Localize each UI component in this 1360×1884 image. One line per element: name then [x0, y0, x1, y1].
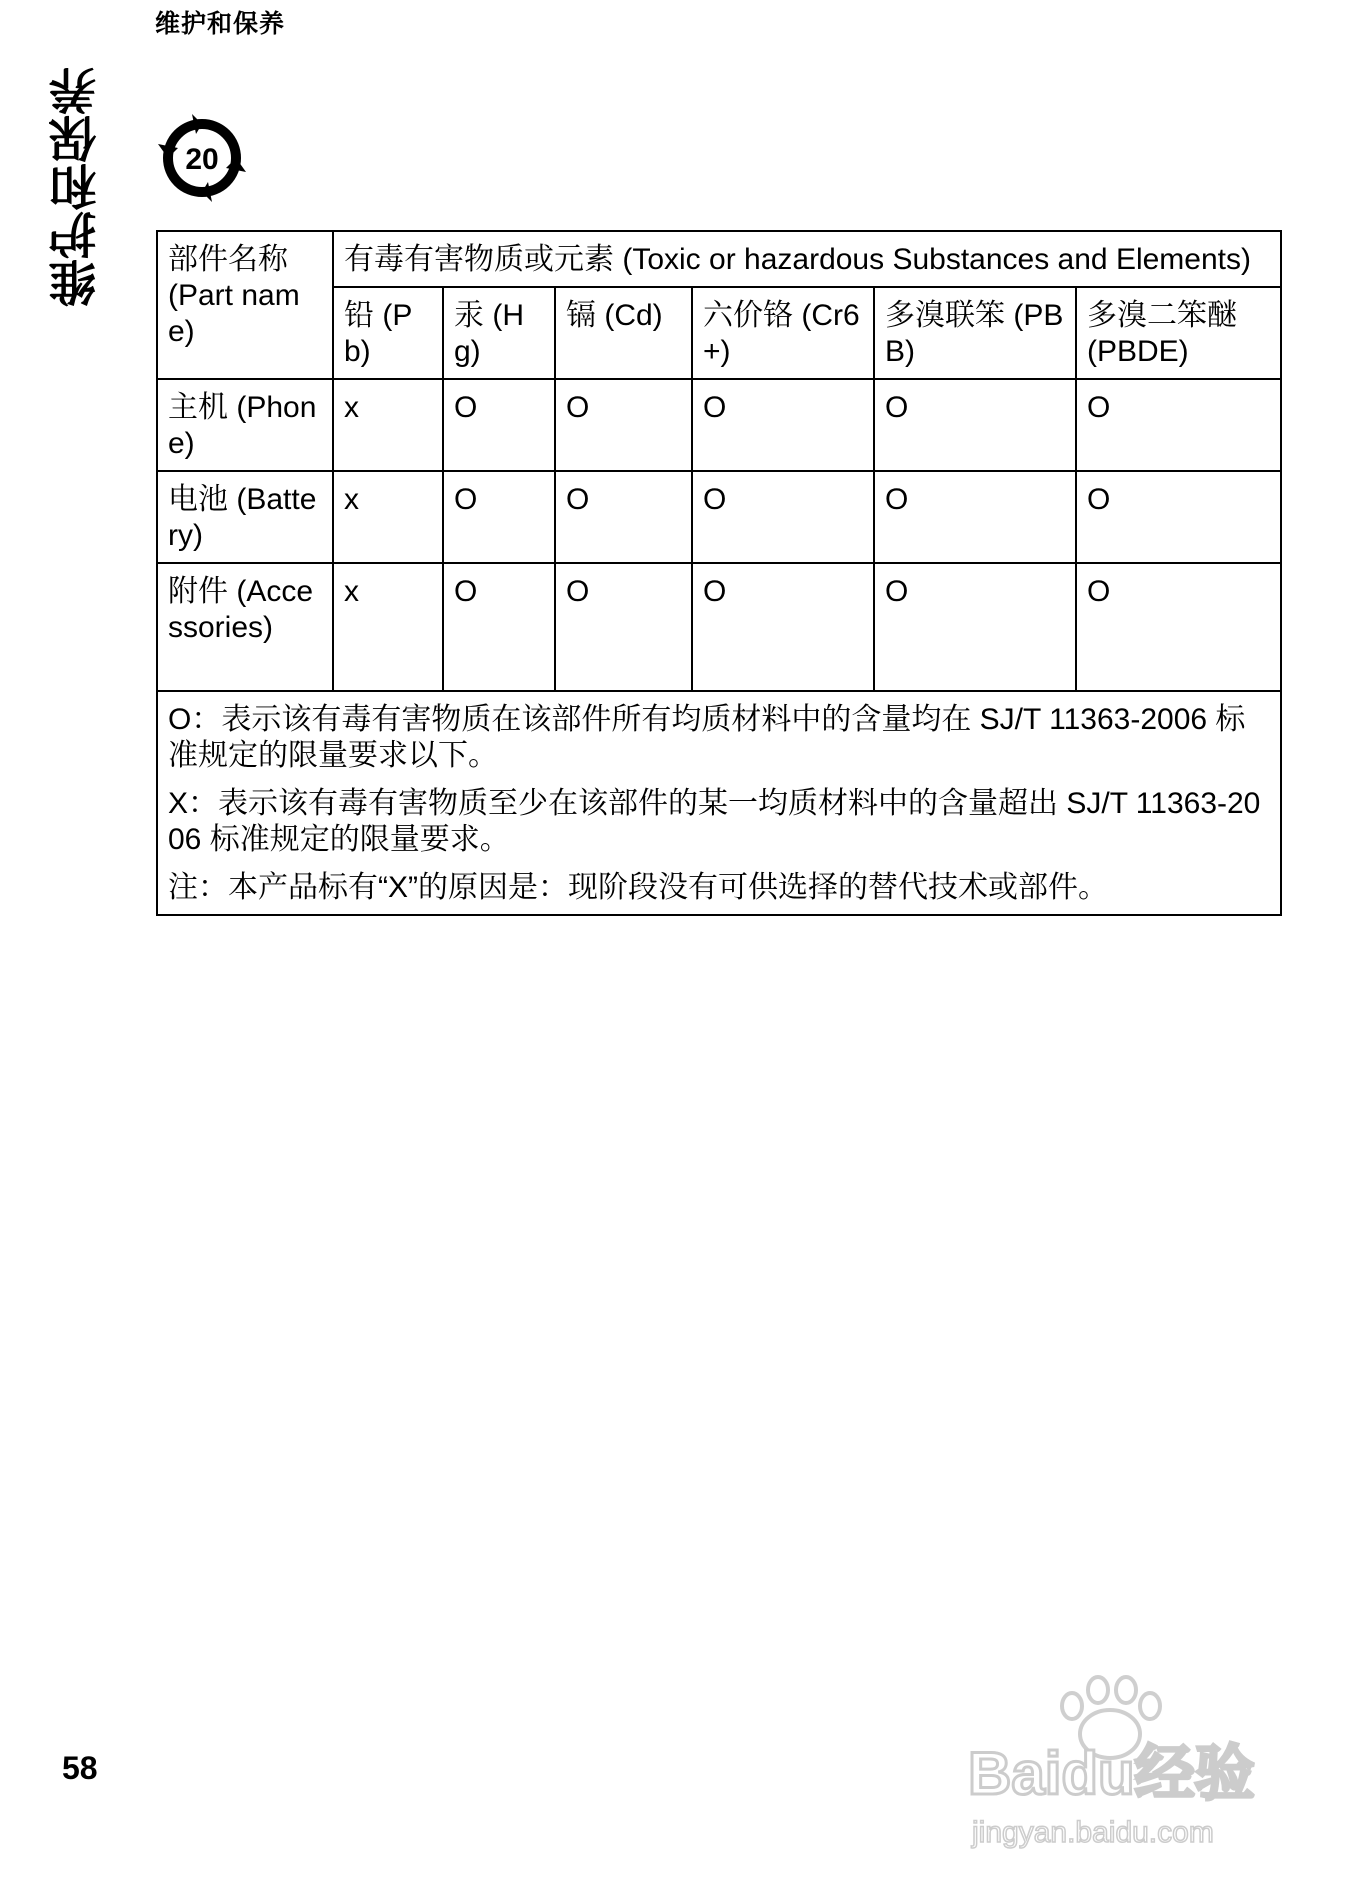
value-cell: x [333, 563, 443, 691]
table-header-row [157, 231, 1281, 287]
substances-header: 有毒有害物质或元素 (Toxic or hazardous Substances and Elements) [333, 231, 1281, 287]
environmental-protection-use-period-icon [158, 114, 246, 202]
value-cell: O [1076, 471, 1281, 563]
part-name-cell: 主机 (Phone) [157, 379, 333, 471]
value-cell: O [692, 379, 874, 471]
substance-header-cr6: 六价铬 (Cr6+) [692, 287, 874, 379]
value-cell: O [692, 563, 874, 691]
running-header-title: 维护和保养 [155, 10, 286, 38]
notes-cell [157, 691, 1281, 915]
watermark-brand: Baidu经验 [968, 1740, 1255, 1807]
logo-number: 20 [185, 143, 219, 176]
table-notes-row [157, 691, 1281, 915]
table-row-phone [157, 379, 1281, 471]
part-name-cell: 附件 (Accessories) [157, 563, 333, 691]
value-cell: O [874, 379, 1076, 471]
value-cell: O [555, 471, 692, 563]
value-cell: O [555, 379, 692, 471]
substance-header-pb: 铅 (Pb) [333, 287, 443, 379]
watermark-url: jingyan.baidu.com [972, 1816, 1214, 1849]
value-cell: x [333, 379, 443, 471]
value-cell: O [443, 563, 555, 691]
note-x-definition: X：表示该有毒有害物质至少在该部件的某一均质材料中的含量超出 SJ/T 11363-2006 标准规定的限量要求。 [168, 787, 1261, 856]
part-name-cell: 电池 (Battery) [157, 471, 333, 563]
substance-header-hg: 汞 (Hg) [443, 287, 555, 379]
value-cell: O [874, 563, 1076, 691]
value-cell: O [874, 471, 1076, 563]
note-reason: 注：本产品标有“X”的原因是：现阶段没有可供选择的替代技术或部件。 [168, 871, 1108, 904]
page-number: 58 [62, 1750, 98, 1786]
baidu-jingyan-watermark [960, 1672, 1290, 1852]
value-cell: O [443, 379, 555, 471]
note-o-definition: O：表示该有毒有害物质在该部件所有均质材料中的含量均在 SJ/T 11363-2006 标准规定的限量要求以下。 [168, 703, 1246, 772]
value-cell: O [555, 563, 692, 691]
substance-header-pbde: 多溴二笨醚 (PBDE) [1076, 287, 1281, 379]
substance-header-cd: 镉 (Cd) [555, 287, 692, 379]
substance-header-pbb: 多溴联笨 (PBB) [874, 287, 1076, 379]
value-cell: O [443, 471, 555, 563]
table-row-battery [157, 471, 1281, 563]
value-cell: O [692, 471, 874, 563]
hazardous-substances-table [156, 230, 1282, 916]
value-cell: O [1076, 563, 1281, 691]
table-row-accessories [157, 563, 1281, 691]
value-cell: O [1076, 379, 1281, 471]
value-cell: x [333, 471, 443, 563]
part-name-header: 部件名称 (Part name) [157, 231, 333, 379]
side-tab-title: 维护和保养 [51, 67, 104, 307]
